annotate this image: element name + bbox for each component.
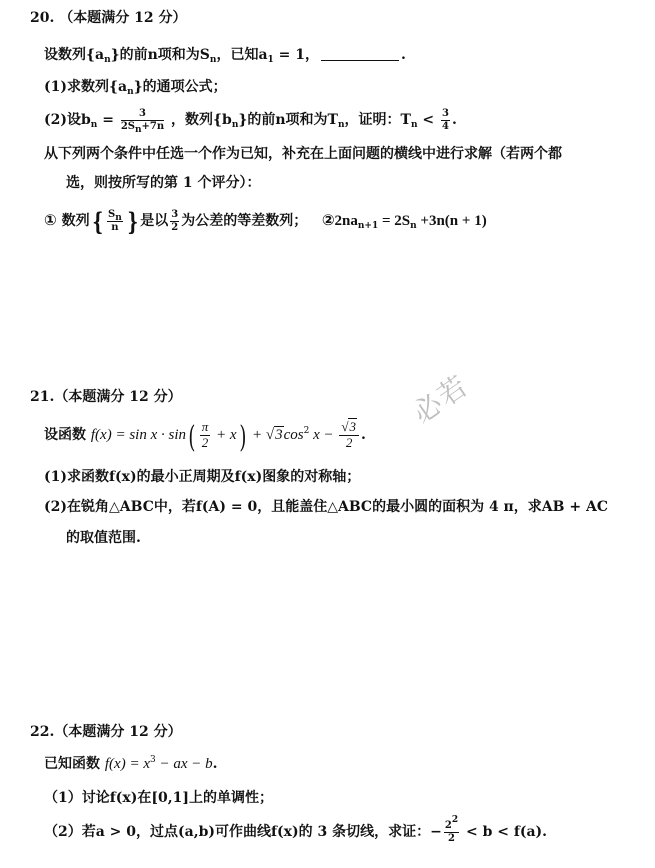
- problem-22-header: 22.（本题满分 12 分）: [30, 724, 182, 740]
- problem-20-statement: 设数列$\{a_n\}$的前n项和为$S_n$，已知$a_1 = 1$， .: [44, 47, 406, 65]
- problem-20-instruction-2: 选，则按所写的第 1 个评分）：: [66, 175, 261, 191]
- problem-21-part-1: (1)求函数f(x)的最小正周期及f(x)图象的对称轴；: [44, 469, 361, 485]
- problem-22-part-2: （2）若a > 0，过点(a,b)可作曲线f(x)的 3 条切线，求证：− $\frac{2^2}{2}$ < b < f(a).: [44, 815, 548, 844]
- problem-20-instruction-1: 从下列两个条件中任选一个作为已知，补充在上面问题的横线中进行求解（若两个都: [44, 146, 562, 162]
- fraction-sn-over-n: $\frac{S_n}{n}$: [108, 208, 122, 233]
- answer-blank: [321, 46, 399, 61]
- fraction-bn: $\frac{3}{2S_n+7n}$: [120, 107, 165, 135]
- watermark: 必若: [406, 368, 475, 430]
- problem-21-part-2-cont: 的取值范围.: [66, 530, 141, 546]
- fraction-pi-over-2: $\frac{\pi}{2}$: [201, 419, 209, 450]
- fraction-2sq-over-2: $\frac{2^2}{2}$: [444, 815, 459, 844]
- problem-22-statement: 已知函数 $f(x) = x^3$ − ax − b.: [44, 755, 218, 772]
- fraction-three-quarters: $\frac{3}{4}$: [441, 107, 449, 132]
- problem-21-part-2: (2)在锐角△ABC中，若f(A) = 0，且能盖住△ABC的最小圆的面积为 4 π，求AB + AC: [44, 499, 608, 515]
- problem-20-header: 20. （本题满分 12 分）: [30, 10, 187, 26]
- fraction-three-halves: $\frac{3}{2}$: [171, 208, 179, 233]
- problem-20-part-1: (1)求数列$\{a_n\}$的通项公式；: [44, 79, 227, 97]
- problem-20-part-2: (2)设$b_n$ = $\frac{3}{2S_n+7n}$ ，数列$\{b_n\}$的前n项和为$T_n$，证明：$T_n$ < $\frac{3}{4}$ .: [44, 107, 457, 135]
- problem-21-header: 21.（本题满分 12 分）: [30, 389, 182, 405]
- fraction-sqrt3-over-2: $\frac{√3}{2}$: [339, 420, 359, 449]
- condition-1-marker: ①: [44, 211, 57, 229]
- problem-20-conditions: ① 数列{ $\frac{S_n}{n}$ } 是以 $\frac{3}{2}$ 为公差的等差数列； $②2na_{n+1} = 2S_n +3n(n + 1)$: [44, 207, 487, 236]
- problem-22-part-1: （1）讨论f(x)在[0,1]上的单调性；: [44, 790, 273, 806]
- problem-21-statement: 设函数 f(x) = sin x · sin( $\frac{\pi}{2}$ + $x) + √3\cos^2$ x − $\frac{√3}{2}$ .: [44, 419, 366, 455]
- condition-2-marker: ②: [321, 211, 335, 229]
